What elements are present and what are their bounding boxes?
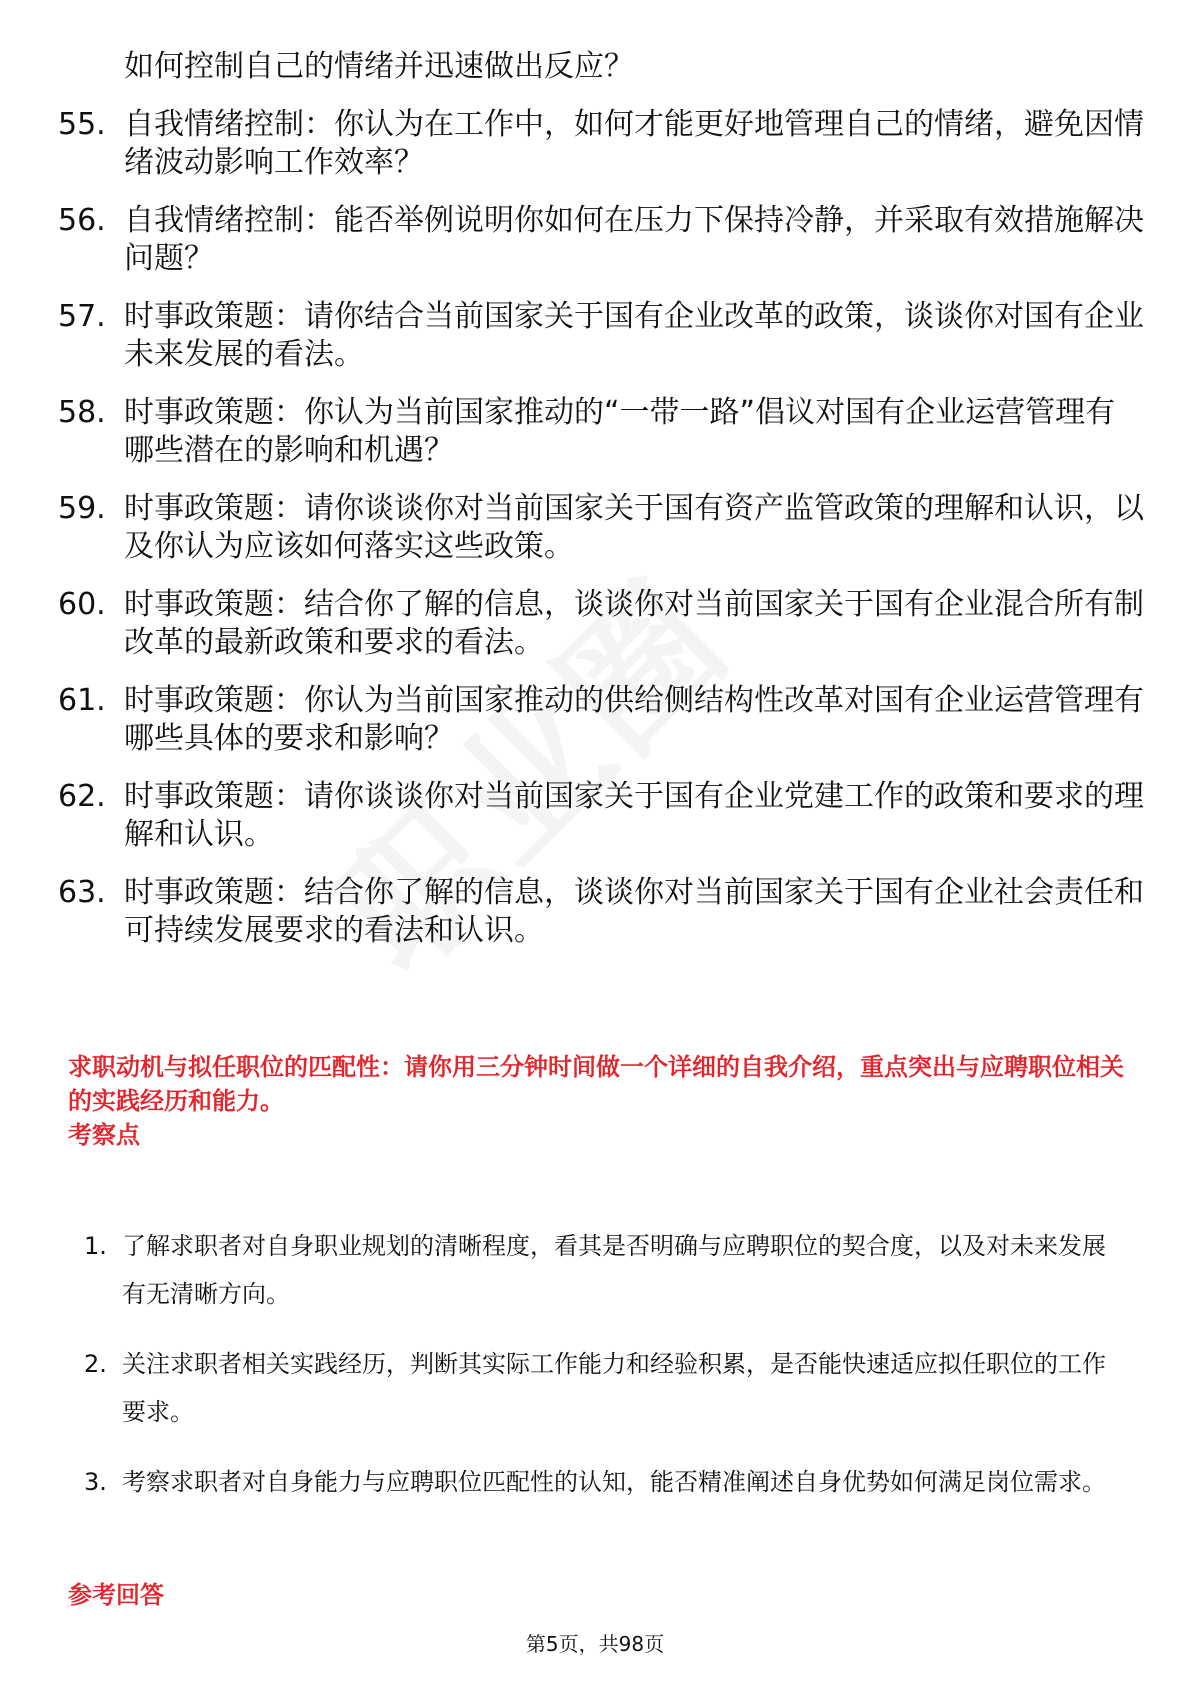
exam-point-item [84, 1340, 1144, 1436]
question-text: 时事政策题：你认为当前国家推动的“一带一路”倡议对国有企业运营管理有哪些潜在的影响和机遇？ [124, 395, 1116, 468]
question-text: 自我情绪控制：能否举例说明你如何在压力下保持冷静，并采取有效措施解决问题？ [124, 203, 1144, 276]
question-number: 62. [58, 779, 106, 814]
exam-point-item [84, 1222, 1144, 1318]
question-item [58, 298, 1148, 374]
question-item [58, 586, 1148, 662]
exam-point-text: 了解求职者对自身职业规划的清晰程度，看其是否明确与应聘职位的契合度，以及对未来发展有无清晰方向。 [122, 1232, 1106, 1308]
question-number: 59. [58, 491, 106, 526]
question-item [58, 106, 1148, 182]
question-text: 自我情绪控制：你认为在工作中，如何才能更好地管理自己的情绪，避免因情绪波动影响工作效率？ [124, 107, 1144, 180]
question-text: 时事政策题：请你谈谈你对当前国家关于国有资产监管政策的理解和认识，以及你认为应该如何落实这些政策。 [124, 491, 1144, 564]
question-number: 63. [58, 875, 106, 910]
page-footer: 第5页，共98页 [525, 1632, 665, 1656]
question-text: 时事政策题：请你结合当前国家关于国有企业改革的政策，谈谈你对国有企业未来发展的看法。 [124, 299, 1144, 372]
question-number: 57. [58, 299, 106, 334]
question-text: 时事政策题：请你谈谈你对当前国家关于国有企业党建工作的政策和要求的理解和认识。 [124, 779, 1144, 852]
question-item [58, 874, 1148, 950]
question-item [58, 490, 1148, 566]
question-item [58, 394, 1148, 470]
exam-point-number: 2. [84, 1350, 107, 1378]
question-number: 55. [58, 107, 106, 142]
question-item [58, 202, 1148, 278]
exam-points-list [84, 1222, 1144, 1528]
exam-points-label: 考察点 [68, 1121, 140, 1149]
question-text: 时事政策题：结合你了解的信息，谈谈你对当前国家关于国有企业社会责任和可持续发展要求的看法和认识。 [124, 875, 1144, 948]
reference-answer-label: 参考回答 [68, 1581, 164, 1609]
exam-point-number: 3. [84, 1468, 107, 1496]
question-text: 时事政策题：结合你了解的信息，谈谈你对当前国家关于国有企业混合所有制改革的最新政策和要求的看法。 [124, 587, 1144, 660]
question-list [58, 48, 1148, 950]
question-text: 时事政策题：你认为当前国家推动的供给侧结构性改革对国有企业运营管理有哪些具体的要求和影响？ [124, 683, 1144, 756]
question-item [58, 682, 1148, 758]
exam-point-item [84, 1458, 1144, 1506]
exam-point-number: 1. [84, 1232, 107, 1260]
question-number: 56. [58, 203, 106, 238]
question-number: 61. [58, 683, 106, 718]
question-number: 58. [58, 395, 106, 430]
exam-point-text: 考察求职者对自身能力与应聘职位匹配性的认知，能否精准阐述自身优势如何满足岗位需求。 [122, 1468, 1106, 1496]
question-number: 60. [58, 587, 106, 622]
question-item [58, 778, 1148, 854]
exam-point-text: 关注求职者相关实践经历，判断其实际工作能力和经验积累，是否能快速适应拟任职位的工作要求。 [122, 1350, 1106, 1426]
question-continuation: 如何控制自己的情绪并迅速做出反应？ [124, 49, 634, 84]
highlight-question: 求职动机与拟任职位的匹配性：请你用三分钟时间做一个详细的自我介绍，重点突出与应聘职位相关的实践经历和能力。 [68, 1053, 1124, 1115]
